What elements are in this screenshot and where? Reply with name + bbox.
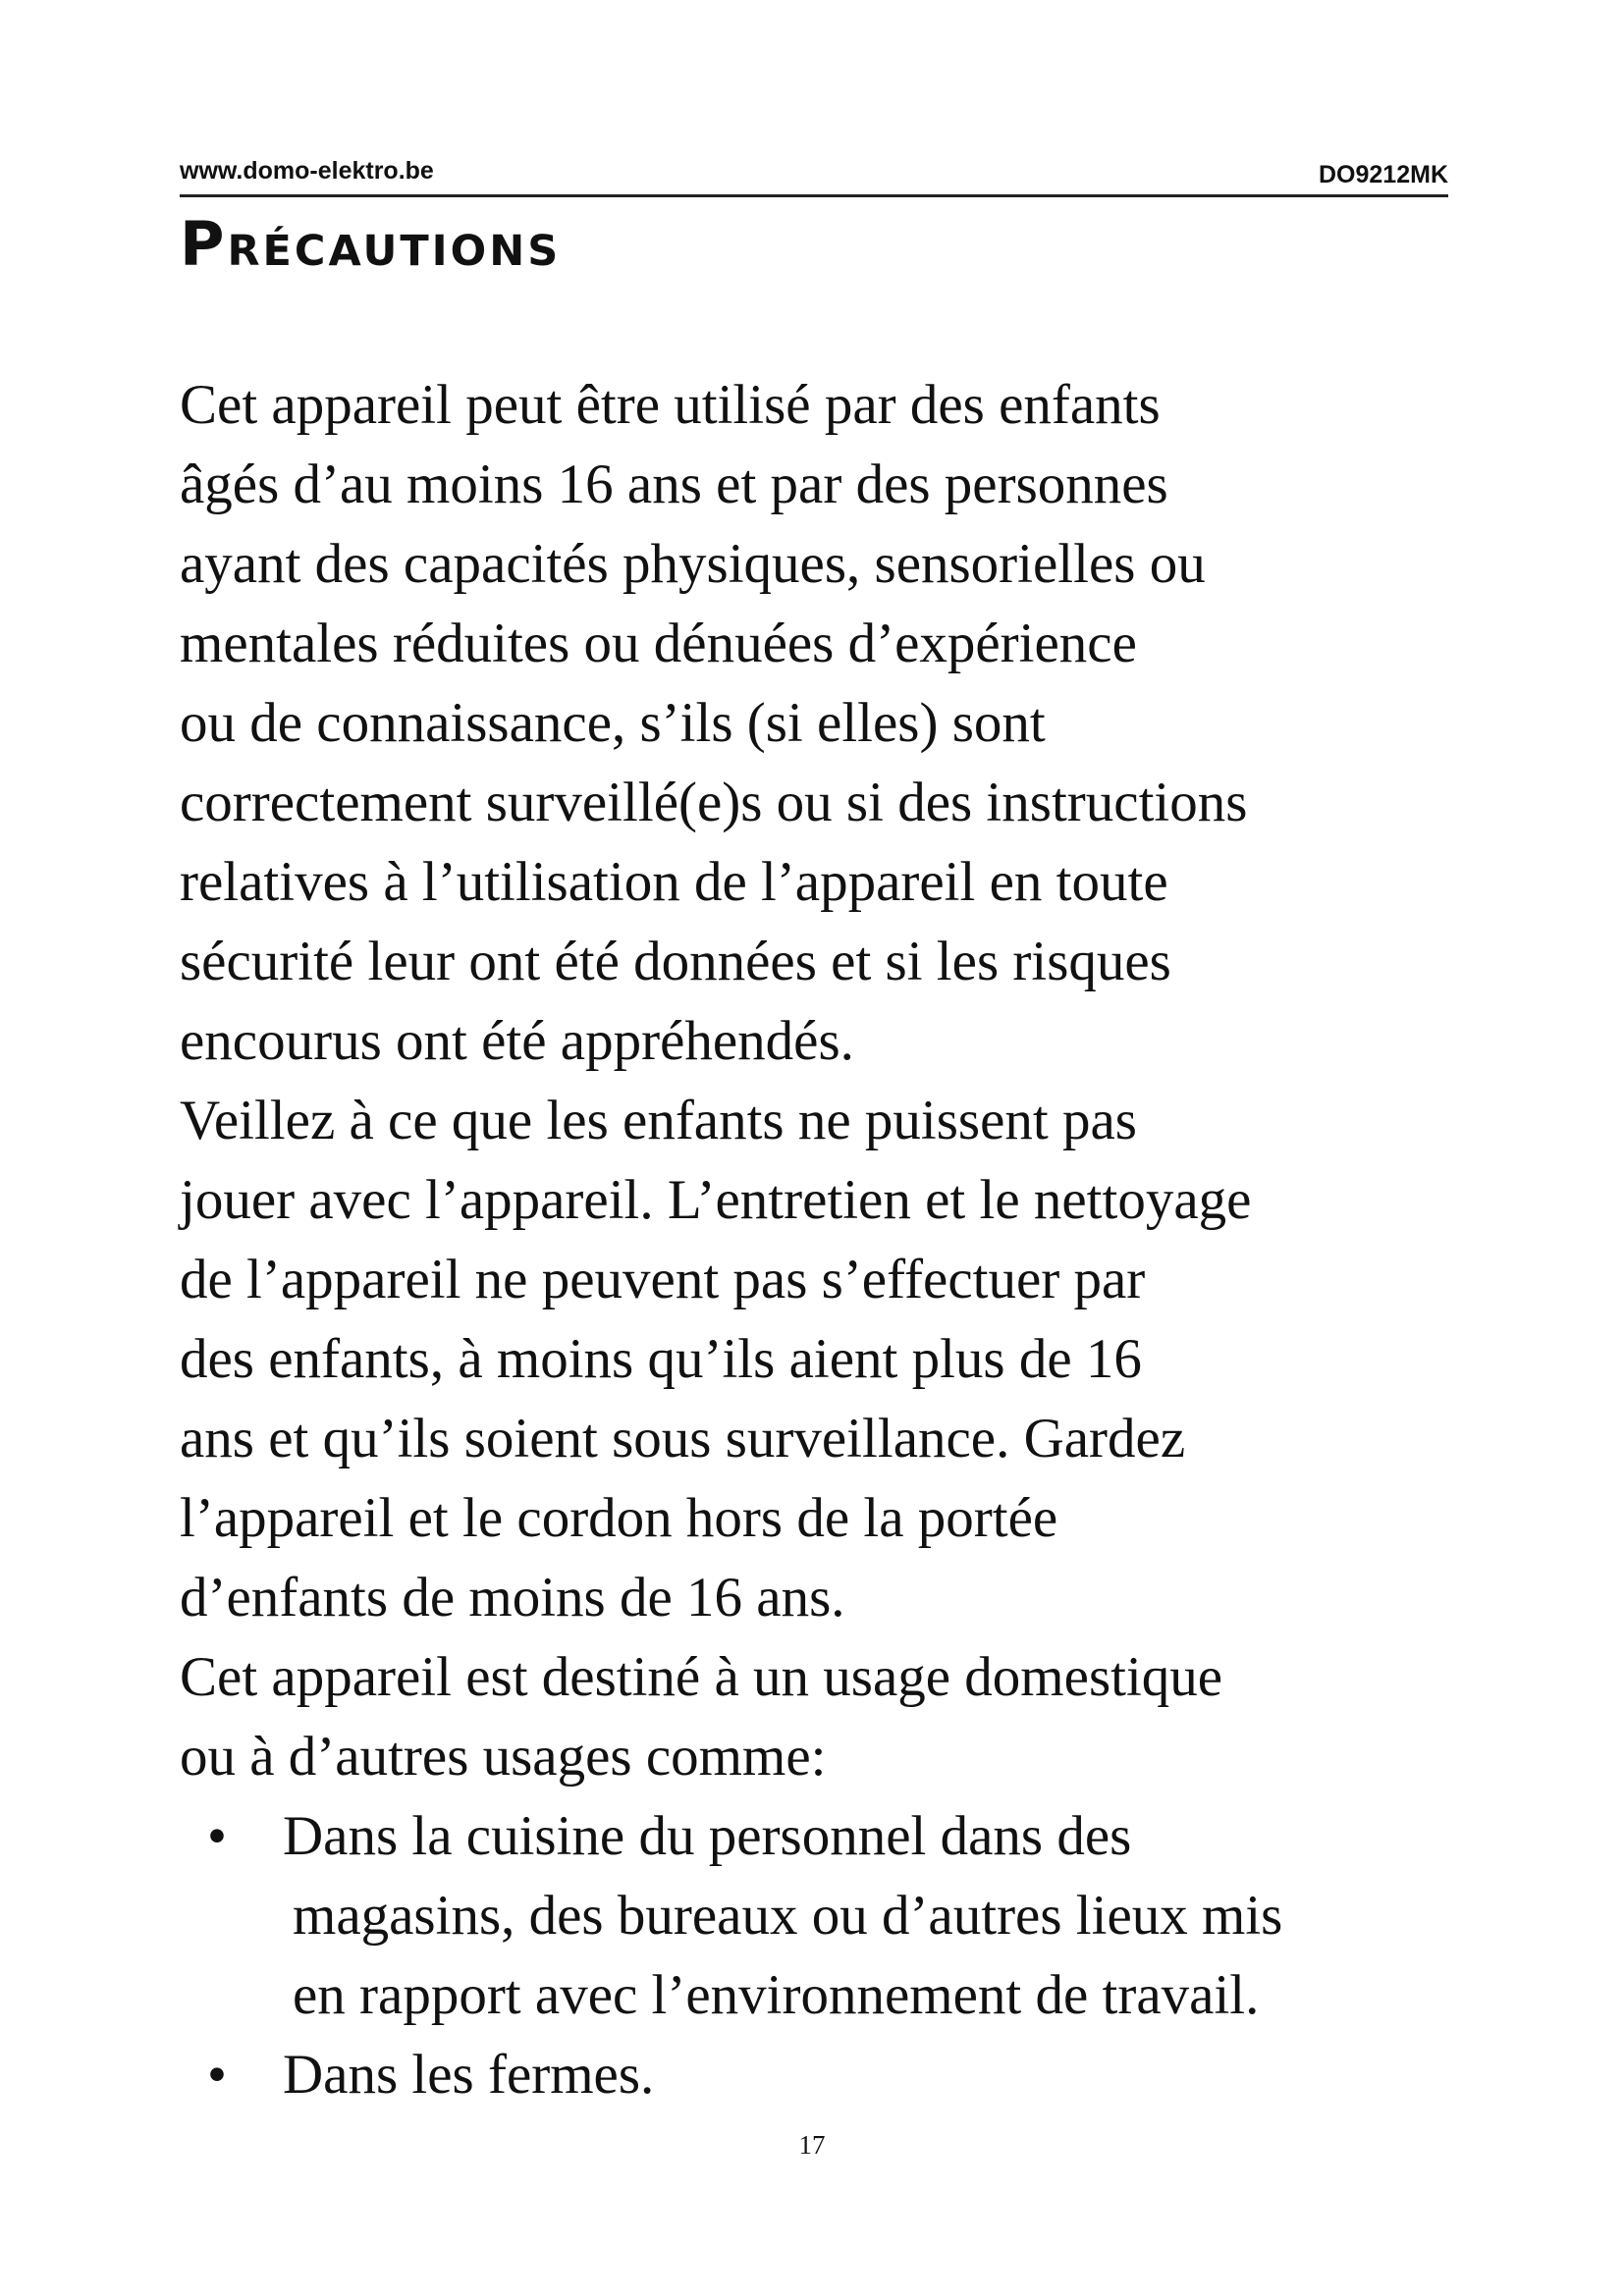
- text-line: de l’appareil ne peuvent pas s’effectuer par: [180, 1249, 1146, 1310]
- paragraph-children-safety: [180, 1081, 1476, 1637]
- paragraph-intended-use: [180, 1637, 1476, 1796]
- page-header: [180, 155, 1448, 197]
- list-item: [180, 1796, 1476, 2035]
- text-line: d’enfants de moins de 16 ans.: [180, 1567, 845, 1629]
- text-line: correctement surveillé(e)s ou si des instructions: [180, 772, 1248, 833]
- text-line: jouer avec l’appareil. L’entretien et le nettoyage: [180, 1169, 1252, 1231]
- header-url: www.domo-elektro.be: [180, 157, 434, 185]
- page-title: Précautions: [180, 208, 562, 280]
- text-line: des enfants, à moins qu’ils aient plus de 16: [180, 1328, 1142, 1390]
- text-line: magasins, des bureaux ou d’autres lieux mis: [293, 1885, 1283, 1947]
- text-line: encourus ont été appréhendés.: [180, 1010, 854, 1072]
- list-item: [180, 2035, 1476, 2114]
- usage-list: [180, 1796, 1476, 2114]
- text-line: Dans les fermes.: [283, 2044, 655, 2106]
- text-line: ans et qu’ils soient sous surveillance. Gardez: [180, 1408, 1186, 1469]
- text-line: Dans la cuisine du personnel dans des: [283, 1805, 1132, 1867]
- body-text: [180, 365, 1476, 2114]
- text-line: Veillez à ce que les enfants ne puissent pas: [180, 1090, 1137, 1151]
- text-line: ou de connaissance, s’ils (si elles) sont: [180, 692, 1046, 754]
- bullet-icon: •: [207, 2044, 227, 2106]
- text-line: en rapport avec l’environnement de travail.: [293, 1964, 1260, 2026]
- page-number: 17: [798, 2130, 826, 2160]
- text-line: sécurité leur ont été données et si les risques: [180, 931, 1171, 992]
- text-line: Cet appareil peut être utilisé par des enfants: [180, 374, 1161, 436]
- text-line: ou à d’autres usages comme:: [180, 1726, 827, 1788]
- paragraph-usage-conditions: [180, 365, 1476, 1081]
- text-line: relatives à l’utilisation de l’appareil en toute: [180, 851, 1168, 913]
- text-line: l’appareil et le cordon hors de la portée: [180, 1487, 1058, 1549]
- text-line: Cet appareil est destiné à un usage domestique: [180, 1646, 1223, 1708]
- text-line: âgés d’au moins 16 ans et par des personnes: [180, 454, 1168, 515]
- bullet-icon: •: [207, 1805, 227, 1867]
- text-line: mentales réduites ou dénuées d’expérience: [180, 613, 1137, 674]
- header-model-number: DO9212MK: [1319, 161, 1448, 188]
- text-line: ayant des capacités physiques, sensorielles ou: [180, 533, 1206, 595]
